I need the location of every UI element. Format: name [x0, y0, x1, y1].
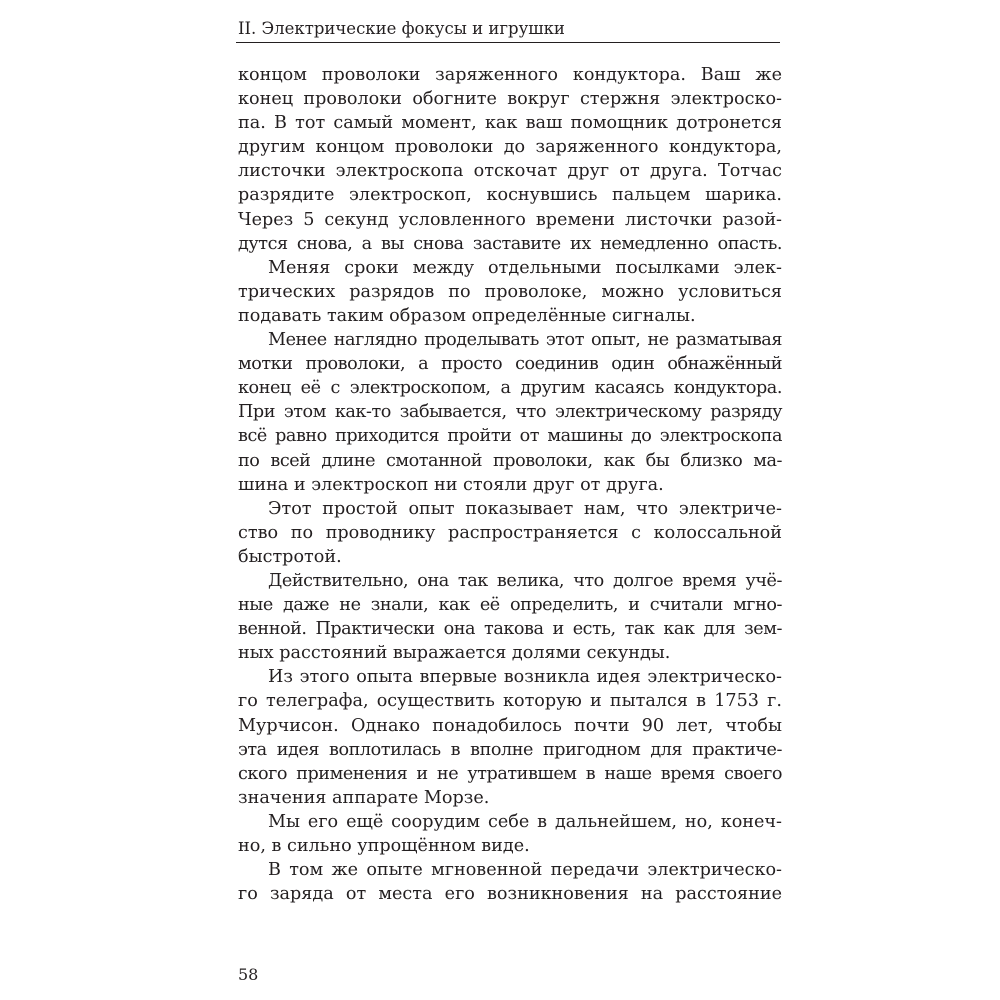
text-line: Мы его ещё соорудим себе в дальнейшем, но, конеч-	[268, 811, 782, 832]
text-line: всё равно приходится пройти от машины до электроскопа	[238, 426, 782, 447]
text-line: В том же опыте мгновенной передачи электрическо-	[268, 860, 782, 881]
text-line: ского применения и не утратившем в наше время своего	[238, 763, 782, 784]
paragraph	[238, 328, 782, 497]
text-line: концом проволоки заряженного кондуктора. Ваш же	[238, 65, 782, 85]
text-line: листочки электроскопа отскочат друг от друга. Тотчас	[238, 161, 782, 182]
text-line: ных расстояний выражается долями секунды.	[238, 643, 671, 664]
text-line: шина и электроскоп ни стояли друг от друга.	[238, 474, 664, 495]
text-line: Через 5 секунд условленного времени листочки разой-	[238, 209, 782, 230]
header-rule	[236, 42, 780, 43]
text-line: конец проволоки обогните вокруг стержня электроско-	[238, 89, 782, 110]
text-line: Менее наглядно проделывать этот опыт, не разматывая	[268, 330, 782, 351]
text-line: разрядите электроскоп, коснувшись пальцем шарика.	[238, 185, 782, 206]
text-line: быстротой.	[238, 546, 342, 567]
text-line: венной. Практически она такова и есть, так как для зем-	[238, 619, 782, 640]
text-line: трических разрядов по проволоке, можно условиться	[238, 281, 782, 302]
text-line: значения аппарате Морзе.	[238, 787, 490, 808]
text-line: дутся снова, а вы снова заставите их немедленно опасть.	[238, 233, 782, 254]
text-line: мотки проволоки, а просто соединив один обнажённый	[238, 354, 782, 375]
paragraph	[238, 569, 782, 665]
text-line: ство по проводнику распространяется с колоссальной	[238, 522, 782, 543]
text-line: по всей длине смотанной проволоки, как бы близко ма-	[238, 450, 782, 471]
text-line: Мурчисон. Однако понадобилось почти 90 лет, чтобы	[238, 715, 782, 736]
text-line: эта идея воплотилась в вполне пригодном для практиче-	[238, 739, 782, 760]
text-line: го заряда от места его возникновения на расстояние	[238, 884, 782, 905]
body-text	[238, 63, 782, 906]
paragraph	[238, 497, 782, 569]
text-line: па. В тот самый момент, как ваш помощник дотронется	[238, 113, 782, 134]
text-line: другим концом проволоки до заряженного кондуктора,	[238, 137, 782, 158]
paragraph	[238, 63, 782, 256]
text-line: Из этого опыта впервые возникла идея электрическо-	[268, 667, 782, 688]
text-line: но, в сильно упрощённом виде.	[238, 836, 530, 856]
paragraph	[238, 810, 782, 858]
text-line: Этот простой опыт показывает нам, что электриче-	[268, 498, 782, 519]
text-line: При этом как-то забывается, что электрическому разряду	[238, 402, 782, 423]
running-head: II. Электрические фокусы и игрушки	[238, 19, 565, 38]
paragraph	[238, 858, 782, 906]
text-line: подавать таким образом определённые сигналы.	[238, 305, 696, 326]
text-line: конец её с электроскопом, а другим касаясь кондуктора.	[238, 378, 782, 399]
text-line: Меняя сроки между отдельными посылками элек-	[268, 257, 782, 278]
text-line: ные даже не знали, как её определить, и считали мгно-	[238, 595, 782, 616]
text-line: го телеграфа, осуществить которую и пытался в 1753 г.	[238, 691, 782, 712]
paragraph	[238, 665, 782, 810]
paragraph	[238, 256, 782, 328]
page-number: 58	[238, 965, 259, 984]
text-line: Действительно, она так велика, что долгое время учё-	[268, 570, 782, 591]
